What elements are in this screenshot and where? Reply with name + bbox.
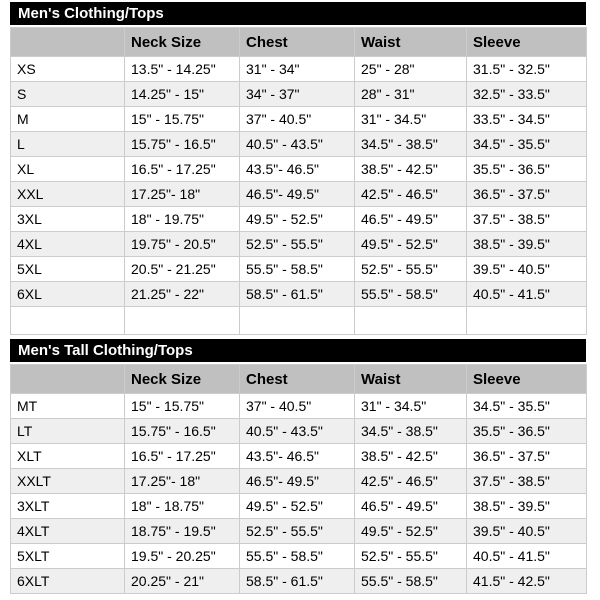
table-row [11, 157, 587, 182]
measurement-cell: 34.5" - 35.5" [467, 394, 587, 419]
measurement-cell: 38.5" - 42.5" [355, 444, 467, 469]
table-header-row [11, 28, 587, 57]
size-label-cell: S [11, 82, 125, 107]
measurement-cell: 15" - 15.75" [125, 107, 240, 132]
measurement-cell: 36.5" - 37.5" [467, 444, 587, 469]
measurement-cell: 37" - 40.5" [240, 107, 355, 132]
column-header-size [11, 28, 125, 57]
column-header-chest: Chest [240, 365, 355, 394]
measurement-cell: 19.5" - 20.25" [125, 544, 240, 569]
size-label-cell: 6XL [11, 282, 125, 307]
size-label-cell: 4XLT [11, 519, 125, 544]
measurement-cell: 38.5" - 42.5" [355, 157, 467, 182]
measurement-cell: 34.5" - 38.5" [355, 132, 467, 157]
measurement-cell: 31.5" - 32.5" [467, 57, 587, 82]
table-row [11, 82, 587, 107]
measurement-cell: 49.5" - 52.5" [240, 207, 355, 232]
size-label-cell: L [11, 132, 125, 157]
measurement-cell: 38.5" - 39.5" [467, 232, 587, 257]
measurement-cell: 28" - 31" [355, 82, 467, 107]
measurement-cell: 43.5"- 46.5" [240, 157, 355, 182]
measurement-cell: 46.5"- 49.5" [240, 182, 355, 207]
measurement-cell: 55.5" - 58.5" [355, 282, 467, 307]
header-row [11, 365, 587, 394]
measurement-cell: 20.25" - 21" [125, 569, 240, 594]
measurement-cell: 20.5" - 21.25" [125, 257, 240, 282]
column-header-sleeve: Sleeve [467, 28, 587, 57]
measurement-cell [355, 307, 467, 335]
measurement-cell: 52.5" - 55.5" [240, 519, 355, 544]
size-label-cell: XS [11, 57, 125, 82]
measurement-cell: 17.25"- 18" [125, 182, 240, 207]
table-row [11, 419, 587, 444]
table-title-bar: Men's Tall Clothing/Tops [10, 339, 586, 362]
size-label-cell: 3XL [11, 207, 125, 232]
measurement-cell: 18" - 18.75" [125, 494, 240, 519]
measurement-cell: 52.5" - 55.5" [355, 544, 467, 569]
measurement-cell: 41.5" - 42.5" [467, 569, 587, 594]
measurement-cell: 18" - 19.75" [125, 207, 240, 232]
column-header-neck-size: Neck Size [125, 365, 240, 394]
table-row [11, 569, 587, 594]
measurement-cell: 18.75" - 19.5" [125, 519, 240, 544]
size-label-cell: MT [11, 394, 125, 419]
measurement-cell: 34.5" - 38.5" [355, 419, 467, 444]
column-header-sleeve: Sleeve [467, 365, 587, 394]
table-row [11, 282, 587, 307]
table-row [11, 519, 587, 544]
column-header-waist: Waist [355, 28, 467, 57]
measurement-cell: 15" - 15.75" [125, 394, 240, 419]
measurement-cell: 19.75" - 20.5" [125, 232, 240, 257]
measurement-cell [467, 307, 587, 335]
measurement-cell: 14.25" - 15" [125, 82, 240, 107]
measurement-cell: 34.5" - 35.5" [467, 132, 587, 157]
column-header-chest: Chest [240, 28, 355, 57]
measurement-cell: 58.5" - 61.5" [240, 569, 355, 594]
table-row [11, 182, 587, 207]
measurement-cell: 17.25"- 18" [125, 469, 240, 494]
measurement-cell: 46.5" - 49.5" [355, 207, 467, 232]
measurement-cell: 21.25" - 22" [125, 282, 240, 307]
measurement-cell: 40.5" - 41.5" [467, 544, 587, 569]
table-row [11, 207, 587, 232]
measurement-cell: 55.5" - 58.5" [240, 257, 355, 282]
mens-tops-size-table-section [10, 2, 591, 335]
measurement-cell: 16.5" - 17.25" [125, 444, 240, 469]
measurement-cell: 58.5" - 61.5" [240, 282, 355, 307]
size-label-cell: 5XLT [11, 544, 125, 569]
table-row [11, 107, 587, 132]
table-row [11, 494, 587, 519]
size-label-cell: M [11, 107, 125, 132]
size-label-cell: XL [11, 157, 125, 182]
measurement-cell: 15.75" - 16.5" [125, 419, 240, 444]
table-header-row [11, 365, 587, 394]
measurement-cell: 52.5" - 55.5" [240, 232, 355, 257]
measurement-cell: 15.75" - 16.5" [125, 132, 240, 157]
measurement-cell: 33.5" - 34.5" [467, 107, 587, 132]
measurement-cell: 38.5" - 39.5" [467, 494, 587, 519]
size-label-cell: XXLT [11, 469, 125, 494]
table-row [11, 444, 587, 469]
table-row [11, 57, 587, 82]
measurement-cell: 31" - 34.5" [355, 107, 467, 132]
table-title-bar: Men's Clothing/Tops [10, 2, 586, 25]
measurement-cell: 42.5" - 46.5" [355, 469, 467, 494]
measurement-cell [125, 307, 240, 335]
measurement-cell: 40.5" - 43.5" [240, 132, 355, 157]
measurement-cell: 31" - 34" [240, 57, 355, 82]
column-header-size [11, 365, 125, 394]
measurement-cell: 40.5" - 41.5" [467, 282, 587, 307]
mens-tall-tops-size-table-section [10, 339, 591, 594]
size-label-cell: LT [11, 419, 125, 444]
measurement-cell: 37.5" - 38.5" [467, 207, 587, 232]
measurement-cell: 55.5" - 58.5" [355, 569, 467, 594]
column-header-waist: Waist [355, 365, 467, 394]
measurement-cell: 36.5" - 37.5" [467, 182, 587, 207]
size-label-cell: XLT [11, 444, 125, 469]
measurement-cell: 37.5" - 38.5" [467, 469, 587, 494]
empty-table-row [11, 307, 587, 335]
measurement-cell: 46.5" - 49.5" [355, 494, 467, 519]
measurement-cell: 32.5" - 33.5" [467, 82, 587, 107]
measurement-cell: 52.5" - 55.5" [355, 257, 467, 282]
table-row [11, 544, 587, 569]
measurement-cell: 42.5" - 46.5" [355, 182, 467, 207]
size-label-cell: 5XL [11, 257, 125, 282]
measurement-cell: 25" - 28" [355, 57, 467, 82]
measurement-cell: 39.5" - 40.5" [467, 257, 587, 282]
table-row [11, 394, 587, 419]
table-row [11, 257, 587, 282]
measurement-cell: 43.5"- 46.5" [240, 444, 355, 469]
table-row [11, 232, 587, 257]
measurement-cell: 16.5" - 17.25" [125, 157, 240, 182]
size-label-cell: 3XLT [11, 494, 125, 519]
measurement-cell: 49.5" - 52.5" [355, 519, 467, 544]
measurement-cell: 40.5" - 43.5" [240, 419, 355, 444]
measurement-cell: 13.5" - 14.25" [125, 57, 240, 82]
measurement-cell: 39.5" - 40.5" [467, 519, 587, 544]
measurement-cell [240, 307, 355, 335]
measurement-cell: 46.5"- 49.5" [240, 469, 355, 494]
header-row [11, 28, 587, 57]
measurement-cell: 55.5" - 58.5" [240, 544, 355, 569]
size-label-cell: 6XLT [11, 569, 125, 594]
measurement-cell: 35.5" - 36.5" [467, 157, 587, 182]
size-label-cell: XXL [11, 182, 125, 207]
size-table-mens-tall-tops [10, 364, 587, 594]
size-label-cell: 4XL [11, 232, 125, 257]
table-row [11, 469, 587, 494]
measurement-cell: 35.5" - 36.5" [467, 419, 587, 444]
measurement-cell: 49.5" - 52.5" [355, 232, 467, 257]
column-header-neck-size: Neck Size [125, 28, 240, 57]
measurement-cell: 37" - 40.5" [240, 394, 355, 419]
measurement-cell: 31" - 34.5" [355, 394, 467, 419]
measurement-cell: 34" - 37" [240, 82, 355, 107]
size-label-cell [11, 307, 125, 335]
table-row [11, 132, 587, 157]
measurement-cell: 49.5" - 52.5" [240, 494, 355, 519]
size-table-mens-tops [10, 27, 587, 335]
